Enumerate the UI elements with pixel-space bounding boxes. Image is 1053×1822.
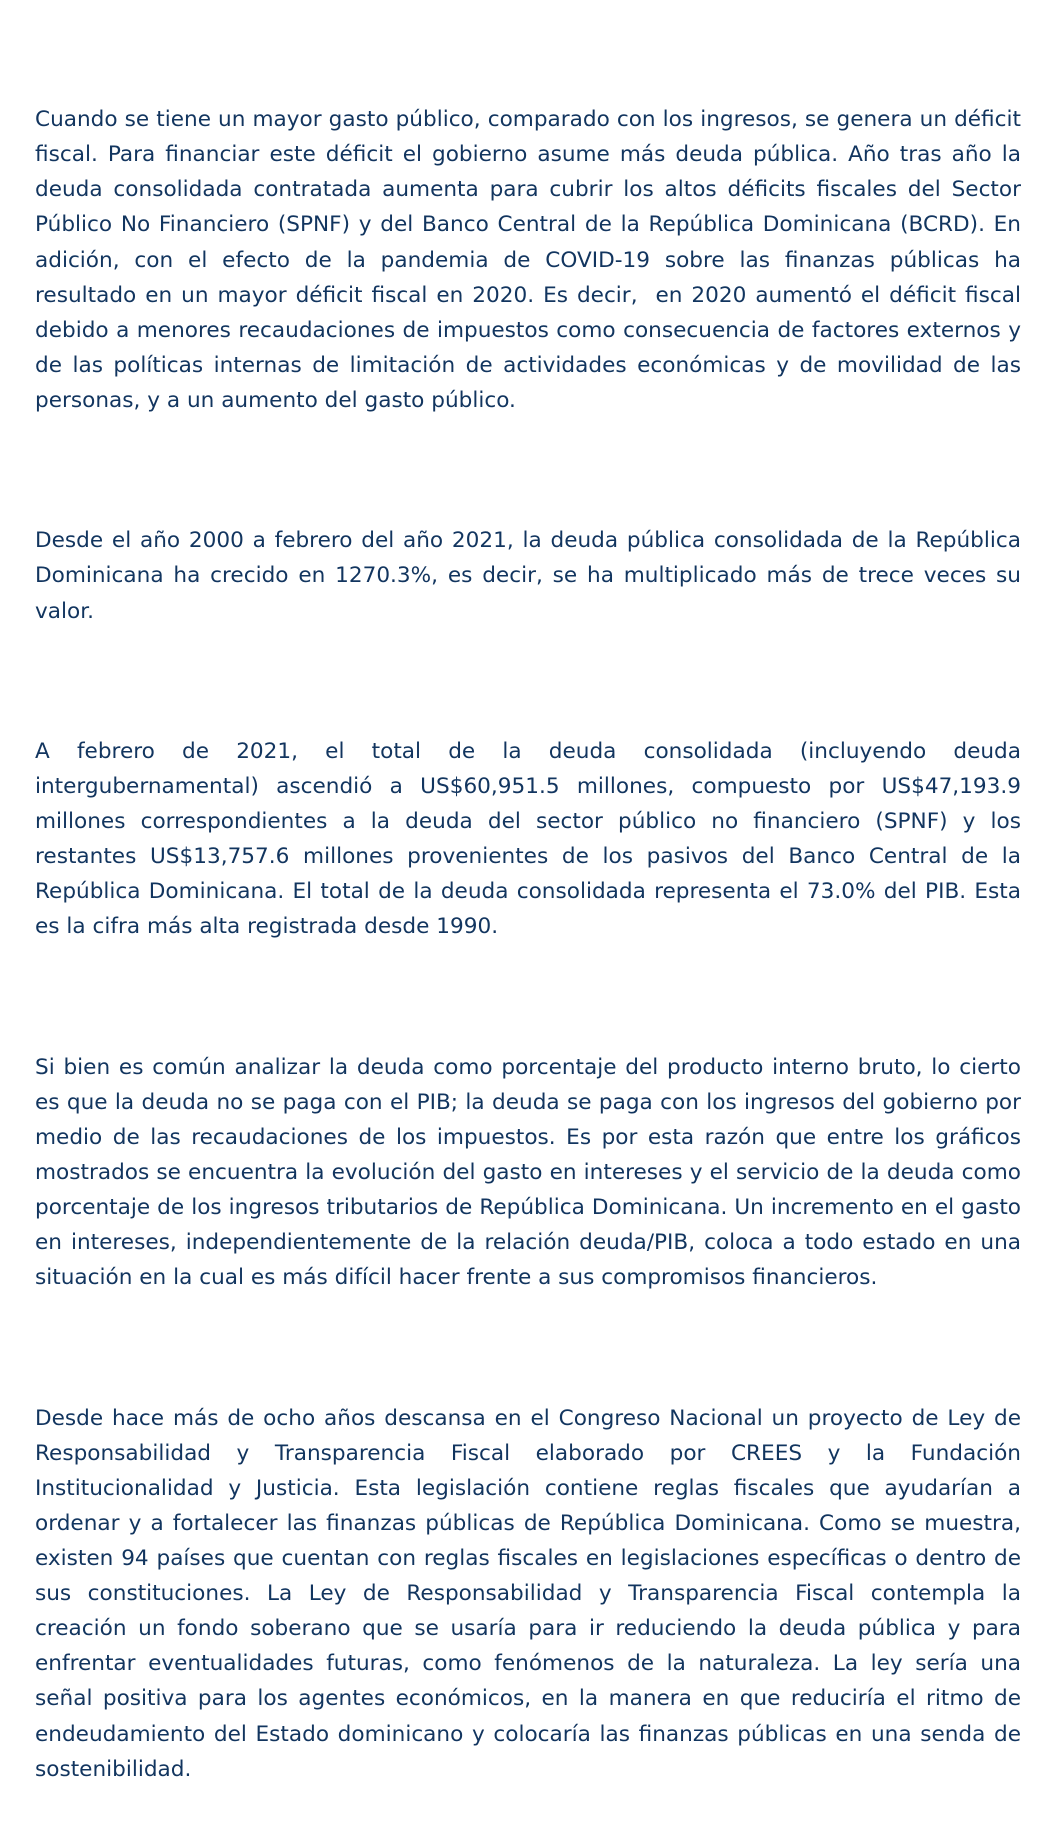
paragraph-fiscal-deficit: Cuando se tiene un mayor gasto público, comparado con los ingresos, se genera un déficit fiscal. Para financiar este déficit el gobierno asume más deuda pública. Año tras año la deuda consolidada contratada aumenta para cubrir los altos déficits fiscales del Sector Público No Financiero (SPNF) y del Banco Central de la República Dominicana (BCRD). En adición, con el efecto de la pandemia de COVID-19 sobre las finanzas públicas ha resultado en un mayor déficit fiscal en 2020. Es decir, en 2020 aumentó el déficit fiscal debido a menores recaudaciones de impuestos como consecuencia de factores externos y de las políticas internas de limitación de actividades económicas y de movilidad de las personas, y a un aumento del gasto público.: [35, 107, 1028, 413]
article-body: [35, 32, 1028, 1822]
paragraph-consolidated-debt-total: A febrero de 2021, el total de la deuda consolidada (incluyendo deuda intergubernamental) ascendió a US$60,951.5 millones, compuesto por US$47,193.9 millones correspondientes a la deuda del sector público no financiero (SPNF) y los restantes US$13,757.6 millones provenientes de los pasivos del Banco Central de la República Dominicana. El total de la deuda consolidada representa el 73.0% del PIB. Esta es la cifra más alta registrada desde 1990.: [35, 738, 1028, 940]
paragraph-fiscal-responsibility-law: Desde hace más de ocho años descansa en el Congreso Nacional un proyecto de Ley de Responsabilidad y Transparencia Fiscal elaborado por CREES y la Fundación Institucionalidad y Justicia. Esta legislación contiene reglas fiscales que ayudarían a ordenar y a fortalecer las finanzas públicas de República Dominicana. Como se muestra, existen 94 países que cuentan con reglas fiscales en legislaciones específicas o dentro de sus constituciones. La Ley de Responsabilidad y Transparencia Fiscal contempla la creación un fondo soberano que se usaría para ir reduciendo la deuda pública y para enfrentar eventualidades futuras, como fenómenos de la naturaleza. La ley sería una señal positiva para los agentes económicos, en la manera en que reduciría el ritmo de endeudamiento del Estado dominicano y colocaría las finanzas públicas en una senda de sostenibilidad.: [35, 1405, 1028, 1782]
paragraph-debt-vs-revenue: Si bien es común analizar la deuda como porcentaje del producto interno bruto, lo cierto es que la deuda no se paga con el PIB; la deuda se paga con los ingresos del gobierno por medio de las recaudaciones de los impuestos. Es por esta razón que entre los gráficos mostrados se encuentra la evolución del gasto en intereses y el servicio de la deuda como porcentaje de los ingresos tributarios de República Dominicana. Un incremento en el gasto en intereses, independientemente de la relación deuda/PIB, coloca a todo estado en una situación en la cual es más difícil hacer frente a sus compromisos financieros.: [35, 1054, 1028, 1291]
paragraph-debt-growth: Desde el año 2000 a febrero del año 2021, la deuda pública consolidada de la República Dominicana ha crecido en 1270.3%, es decir, se ha multiplicado más de trece veces su valor.: [35, 528, 1028, 624]
